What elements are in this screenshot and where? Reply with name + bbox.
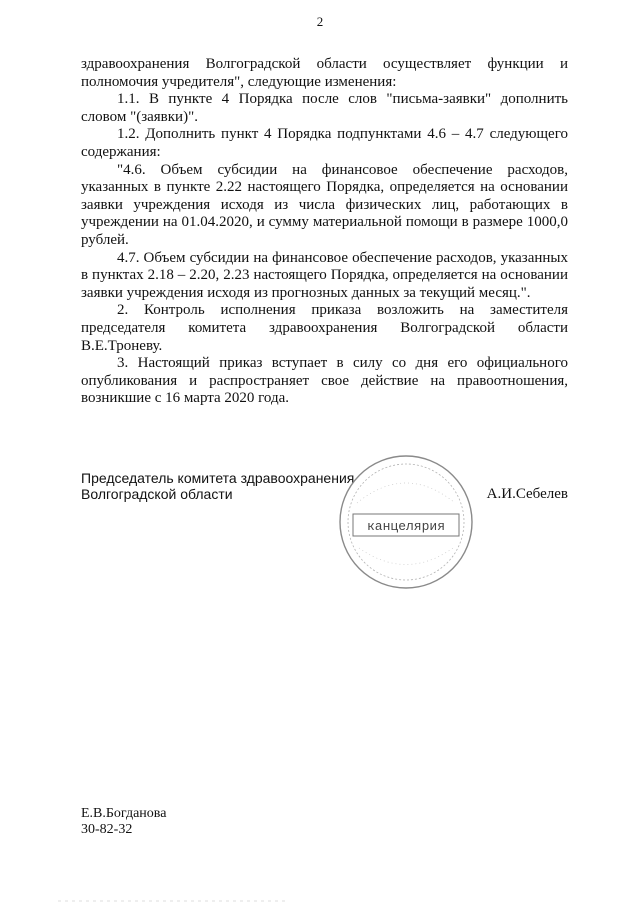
signatory-position (81, 470, 354, 502)
office-stamp (337, 453, 475, 591)
signatory-position-line1: Председатель комитета здравоохранения (81, 470, 355, 486)
executor-phone: 30-82-32 (81, 822, 133, 837)
signatory-position-line2: Волгоградской области (81, 486, 233, 502)
paragraph-continuation: здравоохранения Волгоградской области осуществляет функции и полномочия учредителя", следующие изменения: (81, 56, 568, 90)
page-number: 2 (316, 14, 324, 29)
signatory-name: А.И.Себелев (486, 486, 568, 502)
paragraph-4-6: "4.6. Объем субсидии на финансовое обеспечение расходов, указанных в пункте 2.22 настоящего Порядка, определяется на основании заявки учреждения исходя из числа физических лиц, работающих в учреждении на 01.04.2020, и сумму материальной помощи в размере 1000,0 рублей. (81, 161, 568, 248)
paragraph-3: 3. Настоящий приказ вступает в силу со дня его официального опубликования и распространяет свое действие на правоотношения, возникшие с 16 марта 2020 года. (81, 355, 568, 407)
stamp-center-text: канцелярия (366, 519, 446, 534)
paragraph-1-1: 1.1. В пункте 4 Порядка после слов "письма-заявки" дополнить словом "(заявки)". (81, 91, 568, 125)
paragraph-2: 2. Контроль исполнения приказа возложить на заместителя председателя комитета здравоохранения Волгоградской области В.Е.Троневу. (81, 302, 568, 354)
paragraph-1-2: 1.2. Дополнить пункт 4 Порядка подпунктами 4.6 – 4.7 следующего содержания: (81, 126, 568, 160)
document-body (81, 56, 568, 408)
paragraph-4-7: 4.7. Объем субсидии на финансовое обеспечение расходов, указанных в пунктах 2.18 – 2.20, 2.23 настоящего Порядка, определяется на основании заявки учреждения исходя из прогнозных данных за текущий месяц.". (81, 249, 568, 301)
scan-artifact (58, 900, 288, 902)
executor-name: Е.В.Богданова (81, 806, 167, 821)
executor-block (81, 806, 166, 838)
